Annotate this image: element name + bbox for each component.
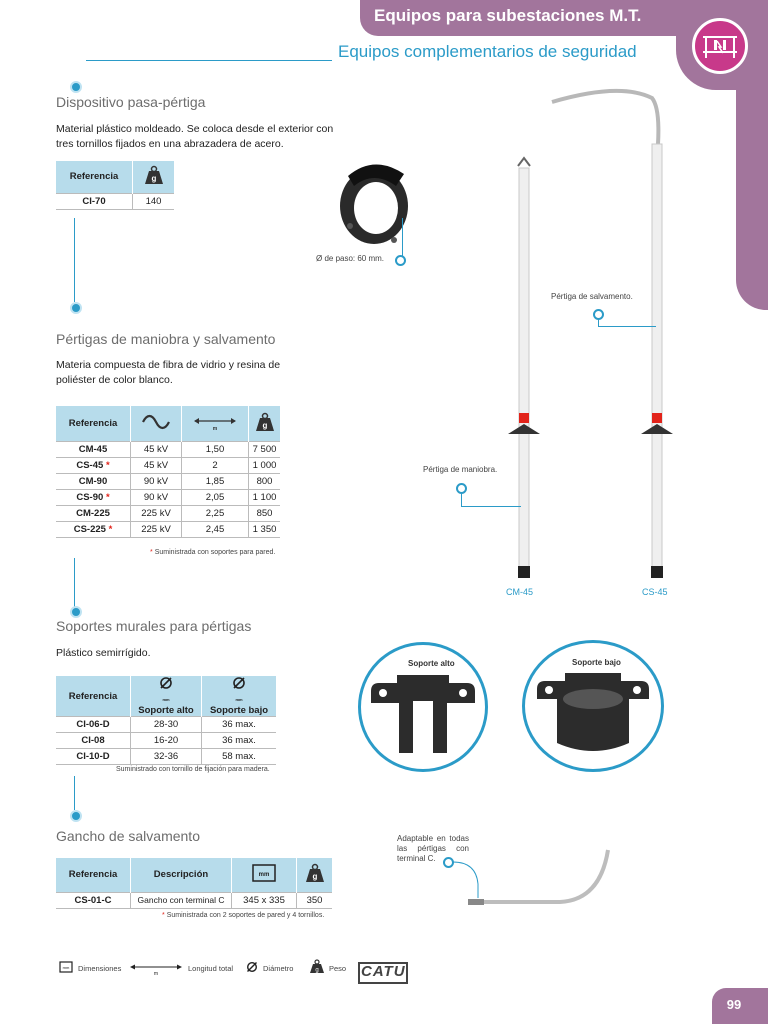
gancho-note: * Suministrada con 2 soportes de pared y 4 tornillos. (162, 912, 325, 919)
weight-icon (297, 858, 333, 892)
soportes-description: Plástico semirrígido. (56, 647, 151, 659)
page-subtitle: Equipos complementarios de seguridad (338, 42, 637, 61)
label-soporte-bajo: Soporte bajo (572, 658, 621, 667)
section-marker (70, 81, 82, 93)
header-descripcion: Descripción (131, 858, 232, 892)
section-title-pasa: Dispositivo pasa-pértiga (56, 94, 206, 110)
subtitle-underline (86, 60, 332, 61)
catu-logo: CATU (358, 958, 410, 988)
pasa-table (56, 161, 174, 210)
table-row: CI-08 16-20 36 max. (56, 733, 276, 749)
header-soporte-bajo: mm Soporte bajo (202, 676, 277, 717)
substation-icon (692, 18, 748, 74)
header-referencia: Referencia (56, 161, 133, 193)
section-title: Equipos para subestaciones M.T. (374, 6, 642, 25)
gancho-image (450, 844, 630, 910)
section-title-perticas: Pértigas de maniobra y salvamento (56, 331, 276, 347)
gancho-caption: Adaptable en todas las pértigas con terminal C. (397, 834, 469, 863)
side-tab (736, 80, 768, 310)
gancho-table (56, 858, 332, 909)
table-row: CM-90 90 kV 1,85 800 (56, 473, 280, 489)
label-cs45: CS-45 (642, 587, 668, 597)
caption-maniobra: Pértiga de maniobra. (423, 465, 498, 474)
table-row: CS-225 * 225 kV 2,45 1 350 (56, 521, 280, 537)
perticas-description: Materia compuesta de fibra de vidrio y resina de poliéster de color blanco. (56, 359, 281, 386)
label-cm45: CM-45 (506, 587, 534, 597)
pertigas-image (500, 88, 680, 588)
section-marker (70, 606, 82, 618)
legend-dimensiones: Dimensiones (78, 964, 122, 973)
perticas-table (56, 406, 280, 538)
section-connector (74, 776, 75, 810)
page-number: 99 (726, 997, 742, 1012)
length-icon (128, 960, 184, 976)
caption-salvamento: Pértiga de salvamento. (551, 292, 633, 301)
diameter-icon (159, 676, 173, 690)
dimensions-icon (232, 858, 297, 892)
callout-marker (395, 255, 406, 266)
callout-line (598, 326, 656, 327)
table-row: CI-70 140 (56, 193, 174, 209)
svg-text:g: g (312, 872, 317, 882)
table-row: CM-45 45 kV 1,50 7 500 (56, 441, 280, 457)
section-title-soportes: Soportes murales para pértigas (56, 618, 252, 634)
weight-icon (249, 406, 281, 441)
svg-text:m: m (153, 971, 159, 976)
table-row: CM-225 225 kV 2,25 850 (56, 505, 280, 521)
header-referencia: Referencia (56, 676, 131, 717)
section-marker (70, 302, 82, 314)
svg-text:m: m (212, 425, 218, 431)
section-marker (70, 810, 82, 822)
dimensions-icon (58, 960, 74, 974)
length-icon (182, 406, 249, 441)
page-number-tab (712, 988, 768, 1024)
header-soporte-alto: mm Soporte alto (131, 676, 202, 717)
callout-line (461, 506, 521, 507)
pasa-description: Material plástico moldeado. Se coloca desde el exterior con tres tornillos fijados en una abrazadera de acero. (56, 123, 334, 150)
header-referencia: Referencia (56, 406, 131, 441)
svg-text:g: g (315, 967, 319, 974)
svg-text:g: g (262, 420, 267, 430)
table-row: CI-06-D 28-30 36 max. (56, 717, 276, 733)
callout-line (598, 318, 599, 326)
diameter-icon (232, 676, 246, 690)
header-referencia: Referencia (56, 858, 131, 892)
callout-line (402, 218, 403, 260)
svg-text:mm: mm (62, 965, 70, 970)
svg-text:g: g (151, 174, 156, 184)
svg-text:mm: mm (258, 872, 270, 879)
perticas-note: * Suministrada con soportes para pared. (150, 549, 276, 556)
label-soporte-alto: Soporte alto (408, 659, 455, 668)
table-row: CS-01-C Gancho con terminal C 345 x 335 350 (56, 892, 332, 908)
legend-longitud: Longitud total (188, 964, 234, 973)
weight-icon (309, 959, 325, 974)
table-row: CI-10-D 32-36 58 max. (56, 749, 276, 765)
weight-icon (133, 161, 175, 193)
section-connector (74, 218, 75, 302)
legend-diametro: Diámetro (263, 964, 294, 973)
pasa-pertiga-image (334, 156, 420, 260)
soportes-table (56, 676, 276, 765)
section-connector (74, 558, 75, 608)
table-row: CS-45 * 45 kV 2 1 000 (56, 457, 280, 473)
soportes-note: Suministrado con tornillo de fijación para madera. (116, 766, 270, 773)
diameter-icon (246, 961, 258, 973)
callout-line (461, 492, 462, 506)
voltage-icon (131, 406, 182, 441)
pasa-caption: Ø de paso: 60 mm. (316, 254, 385, 263)
legend-peso: Peso (329, 964, 347, 973)
section-title-gancho: Gancho de salvamento (56, 828, 200, 844)
table-row: CS-90 * 90 kV 2,05 1 100 (56, 489, 280, 505)
